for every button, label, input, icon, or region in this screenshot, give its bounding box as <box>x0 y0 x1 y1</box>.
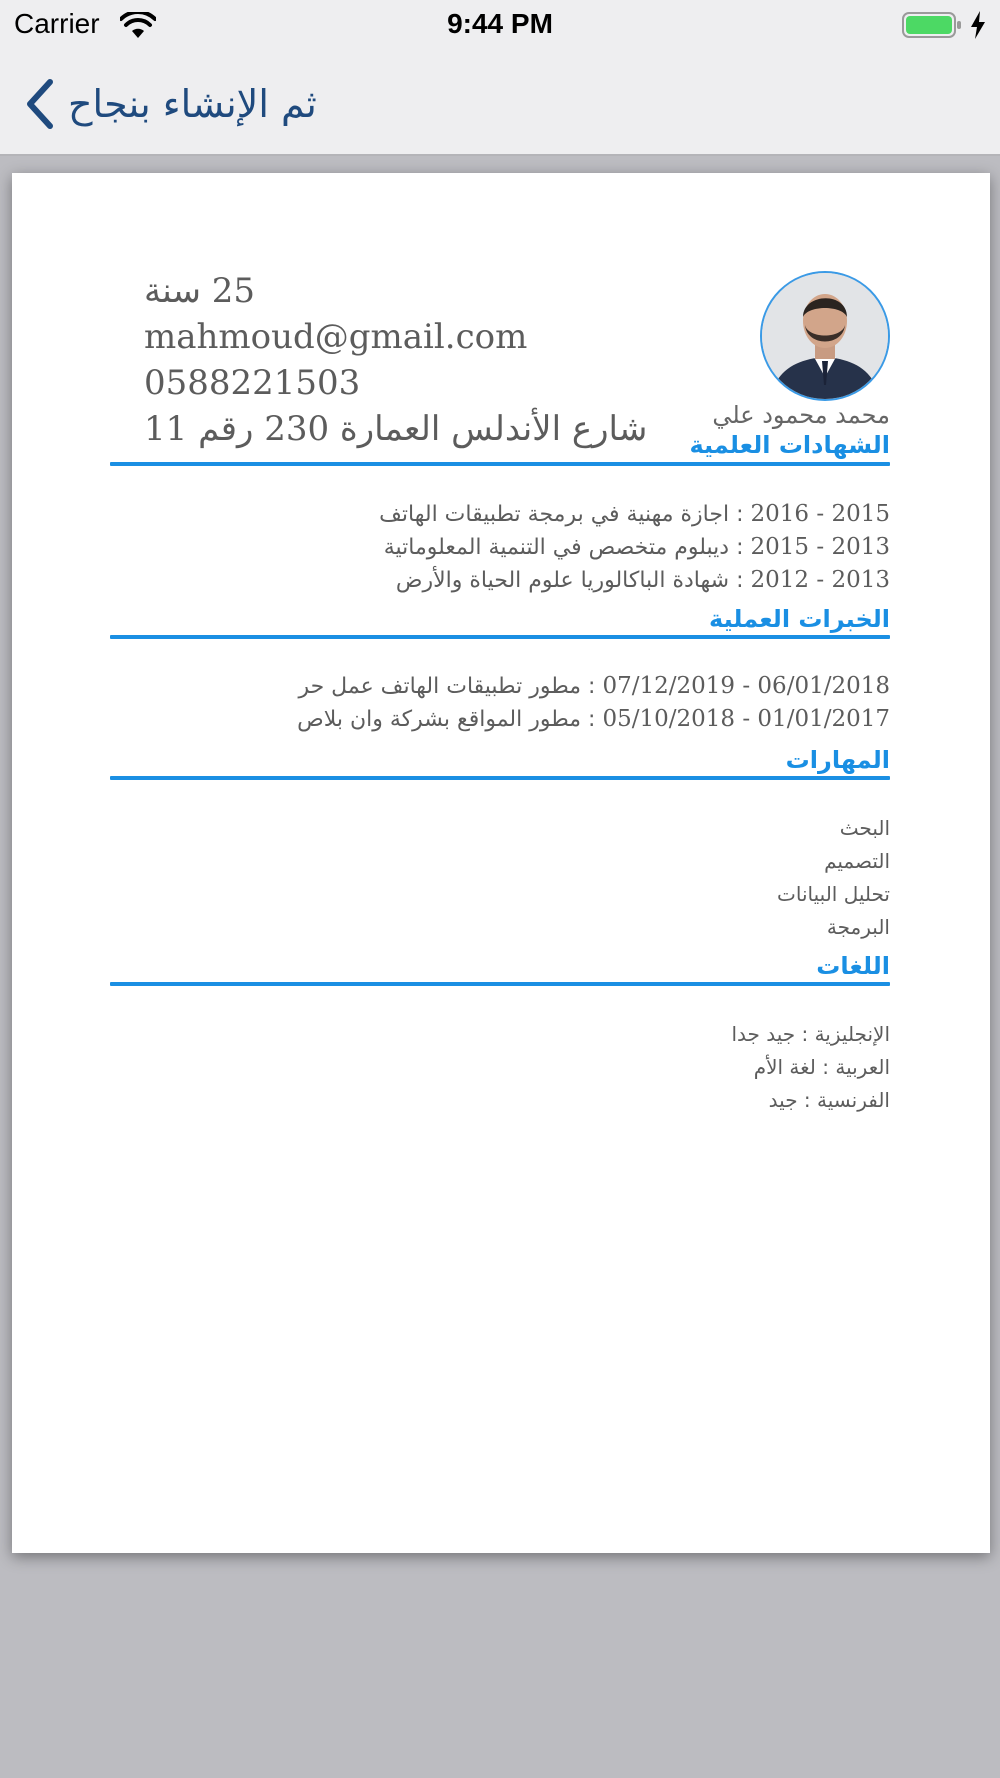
email-text: mahmoud@gmail.com <box>144 317 528 357</box>
address-text: شارع الأندلس العمارة 230 رقم 11 <box>144 409 648 449</box>
skills-divider <box>110 776 890 780</box>
experience-divider <box>110 635 890 639</box>
exp-text: : مطور تطبيقات الهاتف عمل حر <box>298 674 603 699</box>
list-item: العربية : لغة الأم <box>753 1055 890 1079</box>
skills-list <box>110 812 890 944</box>
exp-date: 06/01/2018 - 07/12/2019 <box>602 673 890 699</box>
cert-text: : شهادة الباكالوريا علوم الحياة والأرض <box>395 568 751 593</box>
languages-list <box>110 1018 890 1117</box>
languages-divider <box>110 982 890 986</box>
list-item <box>110 670 890 703</box>
certificates-list <box>110 498 890 597</box>
cert-text: : ديبلوم متخصص في التنمية المعلوماتية <box>383 535 751 560</box>
certificates-divider <box>110 462 890 466</box>
cert-date: 2013 - 2012 <box>750 567 890 593</box>
exp-text: : مطور المواقع بشركة وان بلاص <box>297 707 603 732</box>
list-item: الفرنسية : جيد <box>768 1088 890 1112</box>
list-item: البحث <box>839 816 890 840</box>
exp-date: 01/01/2017 - 05/10/2018 <box>602 706 890 732</box>
back-button-label: ثم الإنشاء بنجاح <box>68 82 317 126</box>
age-text: 25 سنة <box>144 271 256 311</box>
status-bar <box>0 0 1000 52</box>
languages-title: اللغات <box>816 952 890 980</box>
list-item <box>110 703 890 736</box>
list-item: البرمجة <box>826 915 890 939</box>
avatar <box>760 271 890 401</box>
cert-date: 2013 - 2015 <box>750 534 890 560</box>
list-item <box>110 531 890 564</box>
certificates-title: الشهادات العلمية <box>689 431 890 459</box>
list-item <box>110 498 890 531</box>
battery-icon <box>902 11 962 39</box>
list-item: التصميم <box>824 849 890 873</box>
person-photo-icon <box>762 273 888 399</box>
clock-time: 9:44 PM <box>447 8 553 39</box>
contact-info <box>144 268 664 452</box>
cert-text: : اجازة مهنية في برمجة تطبيقات الهاتف <box>379 502 751 527</box>
list-item: تحليل البيانات <box>777 882 890 906</box>
skills-title: المهارات <box>785 746 890 774</box>
chevron-left-icon <box>20 76 60 132</box>
list-item: الإنجليزية : جيد جدا <box>731 1022 890 1046</box>
cert-date: 2015 - 2016 <box>750 501 890 527</box>
navigation-bar <box>0 52 1000 156</box>
cv-page[interactable] <box>12 173 990 1553</box>
experience-title: الخبرات العملية <box>709 605 890 633</box>
back-button[interactable] <box>20 66 329 142</box>
list-item <box>110 564 890 597</box>
full-name: محمد محمود علي <box>712 401 890 429</box>
charging-bolt-icon <box>968 10 988 40</box>
phone-text: 0588221503 <box>144 363 361 403</box>
carrier-label: Carrier <box>14 8 100 39</box>
experience-list <box>110 670 890 736</box>
